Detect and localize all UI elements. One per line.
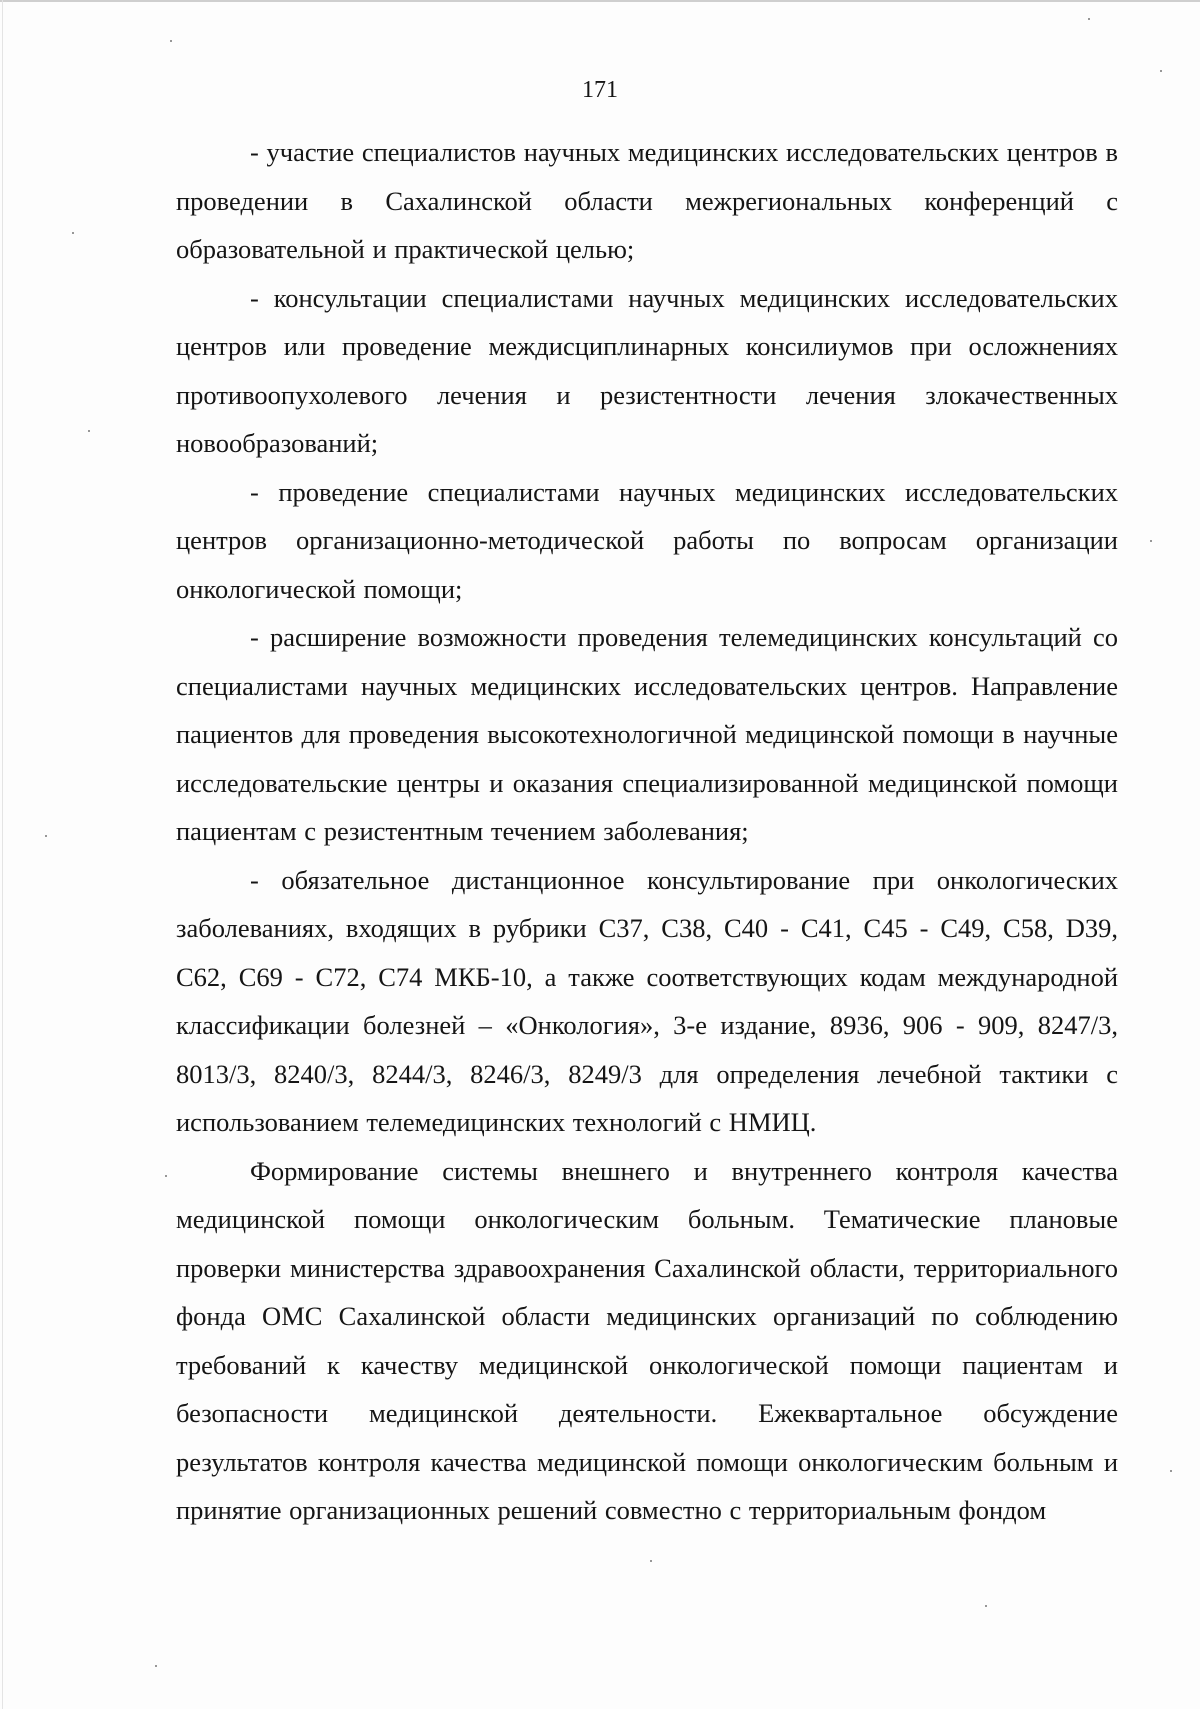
paragraph-3: - проведение специалистами научных медицинских исследовательских центров организационно-методической работы по вопросам организации онкологической помощи;: [176, 476, 1118, 604]
page-number: 171: [582, 77, 618, 103]
paragraph-6: Формирование системы внешнего и внутреннего контроля качества медицинской помощи онкологическим больным. Тематические плановые проверки министерства здравоохранения Сахалинской области, территориального фонда ОМС Сахалинской области медицинских организаций по соблюдению требований к качеству медицинской онкологической помощи пациентам и безопасности медицинской деятельности. Ежеквартальное обсуждение результатов контроля качества медицинской помощи онкологическим больным и принятие организационных решений совместно с территориальным фондом: [176, 1155, 1118, 1525]
scan-speck: [88, 430, 90, 432]
paragraph-4: - расширение возможности проведения телемедицинских консультаций со специалистами научных медицинских исследовательских центров. Направление пациентов для проведения высокотехнологичной медицинской помощи в научные исследовательские центры и оказания специализированной медицинской помощи пациентам с резистентным течением заболевания;: [176, 622, 1118, 846]
scan-speck: [1150, 540, 1152, 542]
scan-top-edge: [0, 0, 1200, 2]
paragraph-2: - консультации специалистами научных медицинских исследовательских центров или проведение междисциплинарных консилиумов при осложнениях противоопухолевого лечения и резистентности лечения злокачественных новообразований;: [176, 282, 1118, 458]
body-text: [176, 128, 1118, 1535]
scan-speck: [72, 232, 74, 234]
scan-speck: [985, 1605, 987, 1607]
paragraph-1: - участие специалистов научных медицинских исследовательских центров в проведении в Сахалинской области межрегиональных конференций с образовательной и практической целью;: [176, 137, 1118, 264]
scan-speck: [1160, 70, 1162, 72]
scan-left-edge: [2, 0, 3, 1709]
scan-speck: [155, 1665, 157, 1667]
scan-speck: [1088, 18, 1090, 20]
paragraph-5: - обязательное дистанционное консультирование при онкологических заболеваниях, входящих в рубрики С37, С38, С40 - С41, С45 - С49, С58, D39, С62, С69 - С72, С74 МКБ-10, а также соответствующих кодам международной классификации болезней – «Онкология», 3-е издание, 8936, 906 - 909, 8247/3, 8013/3, 8240/3, 8244/3, 8246/3, 8249/3 для определения лечебной тактики с использованием телемедицинских технологий с НМИЦ.: [176, 864, 1118, 1137]
scan-speck: [650, 1560, 652, 1562]
scan-speck: [170, 40, 172, 42]
scan-speck: [45, 835, 47, 837]
scan-speck: [1170, 1470, 1172, 1472]
scan-speck: [165, 1175, 167, 1177]
